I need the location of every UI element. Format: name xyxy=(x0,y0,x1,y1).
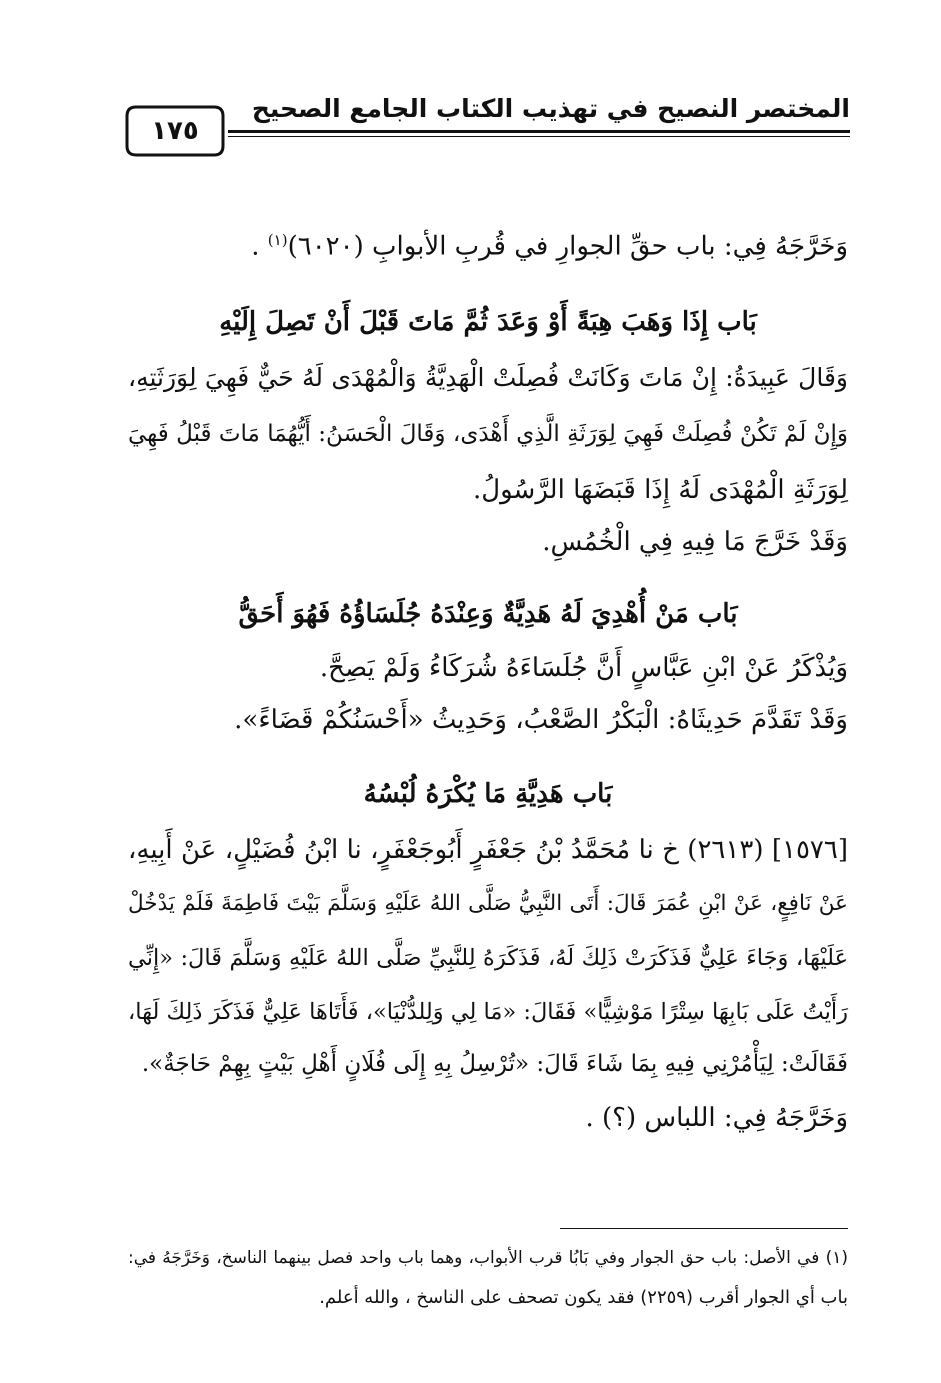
hadith-line: عَنْ نَافِعٍ، عَنْ ابْنِ عُمَرَ قَالَ: أَتَى النَّبِيُّ صَلَّى اللهُ عَلَيْهِ وَسَلَّمَ بَيْتَ فَاطِمَةَ فَلَمْ يَدْخُلْ xyxy=(128,891,848,916)
hadith-line: رَأَيْتُ عَلَى بَابِهَا سِتْرًا مَوْشِيًّا» فَقَالَ: «مَا لِي وَلِلدُّنْيَا»، فَأَتَاهَا عَلِيٌّ فَذَكَرَ ذَلِكَ لَهَا، xyxy=(128,999,848,1025)
chapter-heading: بَاب إِذَا وَهَبَ هِبَةً أَوْ وَعَدَ ثُمَّ مَاتَ قَبْلَ أَنْ تَصِلَ إِلَيْهِ xyxy=(219,307,757,337)
footnote-line: باب أي الجوار أقرب (٢٢٥٩) فقد يكون تصحف على الناسخ ، والله أعلم. xyxy=(319,1287,848,1308)
footnote-divider xyxy=(560,1228,848,1229)
hadith-line: فَقَالَتْ: لِيَأْمُرْنِي فِيهِ بِمَا شَاءَ قَالَ: «تُرْسِلُ بِهِ إِلَى فُلَانٍ أَهْلِ بَيْتٍ بِهِمْ حَاجَةٌ». xyxy=(141,1051,848,1077)
hadith-line: عَلَيْهَا، وَجَاءَ عَلِيٌّ فَذَكَرَتْ ذَلِكَ لَهُ، فَذَكَرَهُ لِلنَّبِيِّ صَلَّى اللهُ عَلَيْهِ وَسَلَّمَ قَالَ: «إِنِّي xyxy=(128,945,848,971)
text-segment: وَخَرَّجَهُ فِي: باب حقِّ الجوارِ في قُربِ الأبوابِ (٦٠٢٠) xyxy=(287,231,848,262)
footnote-ref: (١) xyxy=(267,231,288,249)
chapter-heading: بَاب هَدِيَّةِ مَا يُكْرَهُ لُبْسُهُ xyxy=(363,779,613,809)
text-segment: . xyxy=(251,231,268,262)
text-line: لِوَرَثَةِ الْمُهْدَى لَهُ إِذَا قَبَضَهَا الرَّسُولُ. xyxy=(472,475,848,505)
text-line xyxy=(128,222,848,265)
text-line: وَإِنْ لَمْ تَكُنْ فُصِلَتْ فَهِيَ لِوَرَثَةِ الَّذِي أَهْدَى، وَقَالَ الْحَسَنُ: أَيُّهُمَا مَاتَ قَبْلُ فَهِيَ xyxy=(128,421,848,447)
text-line: وَقَدْ خَرَّجَ مَا فِيهِ فِي الْخُمُسِ. xyxy=(542,527,848,557)
text-line: وَخَرَّجَهُ فِي: اللباس (؟) . xyxy=(585,1103,848,1133)
main-text xyxy=(128,0,848,1383)
chapter-heading: بَاب مَنْ أُهْدِيَ لَهُ هَدِيَّةٌ وَعِنْدَهُ جُلَسَاؤُهُ فَهُوَ أَحَقُّ xyxy=(238,599,738,629)
text-line: وَقَدْ تَقَدَّمَ حَدِيثَاهُ: الْبَكْرُ الصَّعْبُ، وَحَدِيثُ «أَحْسَنُكُمْ قَضَاءً». xyxy=(234,705,848,735)
text-line: وَقَالَ عَبِيدَةُ: إِنْ مَاتَ وَكَانَتْ فُصِلَتْ الْهَدِيَّةُ وَالْمُهْدَى لَهُ حَيٌّ فَهِيَ لِوَرَثَتِهِ، xyxy=(128,363,848,392)
text-line: وَيُذْكَرُ عَنْ ابْنِ عَبَّاسٍ أَنَّ جُلَسَاءَهُ شُرَكَاءُ وَلَمْ يَصِحَّ. xyxy=(319,653,848,683)
running-title: المختصر النصيح في تهذيب الكتاب الجامع الصحيح xyxy=(251,94,850,123)
footnote-line: (١) في الأصل: باب حق الجوار وفي بَابُا قرب الأبواب، وهما باب واحد فصل بينهما الناسخ، وَخَرَّجَهُ في: xyxy=(128,1248,848,1268)
hadith-line: [١٥٧٦] (٢٦١٣) خ نا مُحَمَّدُ بْنُ جَعْفَرٍ أَبُوجَعْفَرٍ، نا ابْنُ فُضَيْلٍ، عَنْ أَبِيهِ، xyxy=(128,835,848,865)
page-number: ١٧٥ xyxy=(151,116,199,146)
